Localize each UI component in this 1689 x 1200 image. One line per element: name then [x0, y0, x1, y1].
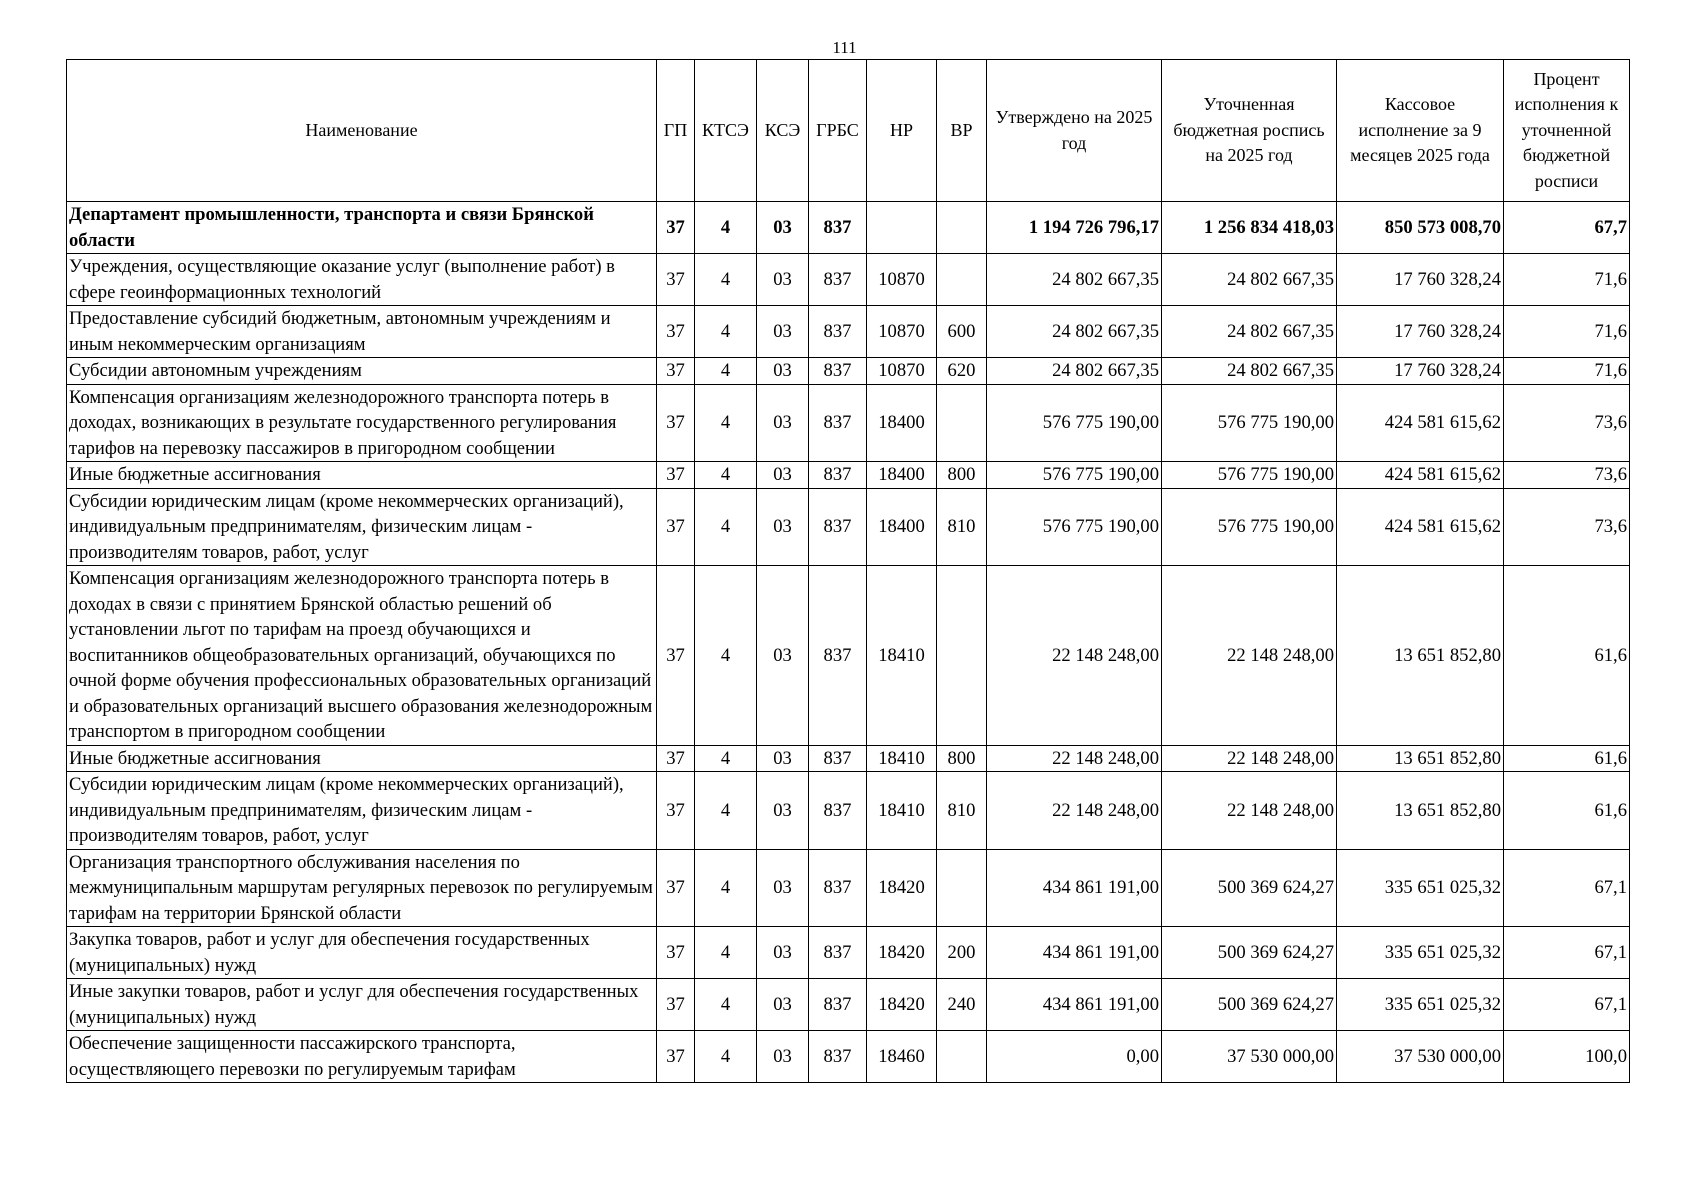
- column-header-approved: Утверждено на 2025 год: [987, 60, 1162, 202]
- cell-kse: 03: [757, 358, 809, 385]
- cell-approved: 24 802 667,35: [987, 358, 1162, 385]
- table-row: [67, 202, 1630, 254]
- cell-name: Компенсация организациям железнодорожного транспорта потерь в доходах, возникающих в результате государственного регулирования тарифов на перевозку пассажиров в пригородном сообщении: [67, 384, 657, 462]
- cell-ktse: 4: [695, 488, 757, 566]
- cell-name: Субсидии юридическим лицам (кроме некоммерческих организаций), индивидуальным предпринимателям, физическим лицам - производителям товаров, работ, услуг: [67, 772, 657, 850]
- cell-gp: 37: [657, 254, 695, 306]
- cell-executed: 850 573 008,70: [1337, 202, 1504, 254]
- cell-percent: 61,6: [1504, 745, 1630, 772]
- cell-kse: 03: [757, 772, 809, 850]
- cell-ktse: 4: [695, 358, 757, 385]
- table-row: [67, 979, 1630, 1031]
- cell-vr: 800: [937, 745, 987, 772]
- cell-ktse: 4: [695, 979, 757, 1031]
- column-header-nr: НР: [867, 60, 937, 202]
- cell-approved: 576 775 190,00: [987, 462, 1162, 489]
- cell-name: Закупка товаров, работ и услуг для обеспечения государственных (муниципальных) нужд: [67, 927, 657, 979]
- cell-kse: 03: [757, 384, 809, 462]
- cell-vr: 240: [937, 979, 987, 1031]
- table-row: [67, 849, 1630, 927]
- column-header-percent: Процент исполнения к уточненной бюджетной росписи: [1504, 60, 1630, 202]
- cell-approved: 434 861 191,00: [987, 927, 1162, 979]
- cell-approved: 434 861 191,00: [987, 849, 1162, 927]
- cell-grbs: 837: [809, 254, 867, 306]
- cell-approved: 0,00: [987, 1031, 1162, 1083]
- table-row: [67, 306, 1630, 358]
- cell-kse: 03: [757, 566, 809, 746]
- cell-percent: 67,1: [1504, 927, 1630, 979]
- cell-ktse: 4: [695, 384, 757, 462]
- cell-percent: 67,1: [1504, 979, 1630, 1031]
- column-header-kse: КСЭ: [757, 60, 809, 202]
- cell-percent: 73,6: [1504, 488, 1630, 566]
- cell-grbs: 837: [809, 566, 867, 746]
- cell-nr: [867, 202, 937, 254]
- cell-approved: 24 802 667,35: [987, 254, 1162, 306]
- cell-kse: 03: [757, 927, 809, 979]
- cell-kse: 03: [757, 1031, 809, 1083]
- column-header-gp: ГП: [657, 60, 695, 202]
- cell-gp: 37: [657, 384, 695, 462]
- cell-percent: 61,6: [1504, 772, 1630, 850]
- column-header-grbs: ГРБС: [809, 60, 867, 202]
- table-header-row: [67, 60, 1630, 202]
- cell-grbs: 837: [809, 488, 867, 566]
- table-row: [67, 384, 1630, 462]
- table-row: [67, 462, 1630, 489]
- cell-refined: 576 775 190,00: [1162, 384, 1337, 462]
- cell-nr: 18420: [867, 927, 937, 979]
- cell-name: Обеспечение защищенности пассажирского транспорта, осуществляющего перевозки по регулируемым тарифам: [67, 1031, 657, 1083]
- cell-nr: 18420: [867, 849, 937, 927]
- cell-grbs: 837: [809, 1031, 867, 1083]
- cell-name: Иные бюджетные ассигнования: [67, 745, 657, 772]
- table-row: [67, 358, 1630, 385]
- cell-refined: 576 775 190,00: [1162, 462, 1337, 489]
- cell-grbs: 837: [809, 462, 867, 489]
- cell-refined: 24 802 667,35: [1162, 306, 1337, 358]
- cell-vr: 620: [937, 358, 987, 385]
- cell-kse: 03: [757, 979, 809, 1031]
- cell-executed: 13 651 852,80: [1337, 745, 1504, 772]
- cell-nr: 18400: [867, 384, 937, 462]
- cell-executed: 424 581 615,62: [1337, 384, 1504, 462]
- cell-gp: 37: [657, 566, 695, 746]
- cell-nr: 10870: [867, 358, 937, 385]
- column-header-refined: Уточненная бюджетная роспись на 2025 год: [1162, 60, 1337, 202]
- table-body: [67, 202, 1630, 1083]
- cell-kse: 03: [757, 254, 809, 306]
- cell-grbs: 837: [809, 745, 867, 772]
- table-row: [67, 745, 1630, 772]
- cell-grbs: 837: [809, 202, 867, 254]
- cell-percent: 67,7: [1504, 202, 1630, 254]
- cell-percent: 71,6: [1504, 306, 1630, 358]
- cell-kse: 03: [757, 462, 809, 489]
- cell-nr: 10870: [867, 306, 937, 358]
- cell-ktse: 4: [695, 772, 757, 850]
- cell-nr: 18460: [867, 1031, 937, 1083]
- cell-ktse: 4: [695, 1031, 757, 1083]
- table-row: [67, 927, 1630, 979]
- cell-ktse: 4: [695, 306, 757, 358]
- cell-approved: 22 148 248,00: [987, 772, 1162, 850]
- cell-vr: [937, 1031, 987, 1083]
- cell-vr: 200: [937, 927, 987, 979]
- table-row: [67, 566, 1630, 746]
- column-header-ktse: КТСЭ: [695, 60, 757, 202]
- cell-approved: 576 775 190,00: [987, 488, 1162, 566]
- cell-grbs: 837: [809, 772, 867, 850]
- cell-vr: 600: [937, 306, 987, 358]
- cell-ktse: 4: [695, 254, 757, 306]
- cell-refined: 22 148 248,00: [1162, 566, 1337, 746]
- cell-gp: 37: [657, 462, 695, 489]
- cell-name: Иные бюджетные ассигнования: [67, 462, 657, 489]
- column-header-vr: ВР: [937, 60, 987, 202]
- cell-kse: 03: [757, 306, 809, 358]
- cell-kse: 03: [757, 745, 809, 772]
- cell-refined: 24 802 667,35: [1162, 254, 1337, 306]
- table-row: [67, 1031, 1630, 1083]
- cell-refined: 22 148 248,00: [1162, 745, 1337, 772]
- cell-kse: 03: [757, 202, 809, 254]
- cell-grbs: 837: [809, 849, 867, 927]
- cell-percent: 73,6: [1504, 384, 1630, 462]
- cell-executed: 17 760 328,24: [1337, 254, 1504, 306]
- cell-executed: 424 581 615,62: [1337, 462, 1504, 489]
- column-header-name: Наименование: [67, 60, 657, 202]
- cell-refined: 24 802 667,35: [1162, 358, 1337, 385]
- cell-vr: 800: [937, 462, 987, 489]
- cell-executed: 424 581 615,62: [1337, 488, 1504, 566]
- cell-nr: 18410: [867, 772, 937, 850]
- cell-approved: 24 802 667,35: [987, 306, 1162, 358]
- cell-ktse: 4: [695, 566, 757, 746]
- cell-grbs: 837: [809, 979, 867, 1031]
- cell-percent: 100,0: [1504, 1031, 1630, 1083]
- cell-vr: [937, 849, 987, 927]
- cell-approved: 434 861 191,00: [987, 979, 1162, 1031]
- cell-refined: 22 148 248,00: [1162, 772, 1337, 850]
- cell-percent: 71,6: [1504, 358, 1630, 385]
- cell-kse: 03: [757, 849, 809, 927]
- cell-executed: 335 651 025,32: [1337, 979, 1504, 1031]
- budget-table: [66, 59, 1630, 1083]
- cell-percent: 73,6: [1504, 462, 1630, 489]
- cell-ktse: 4: [695, 745, 757, 772]
- cell-gp: 37: [657, 1031, 695, 1083]
- cell-executed: 17 760 328,24: [1337, 358, 1504, 385]
- cell-nr: 18410: [867, 745, 937, 772]
- cell-approved: 22 148 248,00: [987, 566, 1162, 746]
- cell-percent: 67,1: [1504, 849, 1630, 927]
- cell-gp: 37: [657, 358, 695, 385]
- cell-refined: 500 369 624,27: [1162, 979, 1337, 1031]
- cell-gp: 37: [657, 745, 695, 772]
- cell-vr: [937, 254, 987, 306]
- cell-grbs: 837: [809, 306, 867, 358]
- table-row: [67, 254, 1630, 306]
- cell-grbs: 837: [809, 358, 867, 385]
- cell-name: Компенсация организациям железнодорожного транспорта потерь в доходах в связи с принятием Брянской областью решений об установлении льгот по тарифам на проезд обучающихся и воспитанников общеобразовательных организаций, обучающихся по очной форме обучения профессиональных образовательных организаций и образовательных организаций высшего образования железнодорожным транспортом в пригородном сообщении: [67, 566, 657, 746]
- cell-vr: [937, 202, 987, 254]
- cell-refined: 37 530 000,00: [1162, 1031, 1337, 1083]
- cell-executed: 13 651 852,80: [1337, 772, 1504, 850]
- cell-grbs: 837: [809, 384, 867, 462]
- table-row: [67, 772, 1630, 850]
- cell-percent: 71,6: [1504, 254, 1630, 306]
- cell-refined: 576 775 190,00: [1162, 488, 1337, 566]
- cell-approved: 576 775 190,00: [987, 384, 1162, 462]
- cell-nr: 18420: [867, 979, 937, 1031]
- cell-refined: 500 369 624,27: [1162, 849, 1337, 927]
- cell-name: Департамент промышленности, транспорта и связи Брянской области: [67, 202, 657, 254]
- cell-percent: 61,6: [1504, 566, 1630, 746]
- cell-executed: 335 651 025,32: [1337, 849, 1504, 927]
- cell-gp: 37: [657, 849, 695, 927]
- cell-ktse: 4: [695, 927, 757, 979]
- cell-approved: 1 194 726 796,17: [987, 202, 1162, 254]
- cell-gp: 37: [657, 488, 695, 566]
- cell-vr: 810: [937, 488, 987, 566]
- page-number: 111: [832, 38, 857, 57]
- cell-gp: 37: [657, 202, 695, 254]
- cell-ktse: 4: [695, 462, 757, 489]
- cell-executed: 13 651 852,80: [1337, 566, 1504, 746]
- cell-refined: 1 256 834 418,03: [1162, 202, 1337, 254]
- cell-nr: 10870: [867, 254, 937, 306]
- cell-name: Предоставление субсидий бюджетным, автономным учреждениям и иным некоммерческим организациям: [67, 306, 657, 358]
- cell-gp: 37: [657, 306, 695, 358]
- cell-gp: 37: [657, 772, 695, 850]
- cell-executed: 335 651 025,32: [1337, 927, 1504, 979]
- cell-name: Иные закупки товаров, работ и услуг для обеспечения государственных (муниципальных) нужд: [67, 979, 657, 1031]
- cell-ktse: 4: [695, 202, 757, 254]
- cell-gp: 37: [657, 927, 695, 979]
- cell-name: Организация транспортного обслуживания населения по межмуниципальным маршрутам регулярных перевозок по регулируемым тарифам на территории Брянской области: [67, 849, 657, 927]
- cell-executed: 37 530 000,00: [1337, 1031, 1504, 1083]
- cell-nr: 18410: [867, 566, 937, 746]
- cell-name: Субсидии автономным учреждениям: [67, 358, 657, 385]
- table-row: [67, 488, 1630, 566]
- cell-vr: [937, 384, 987, 462]
- cell-approved: 22 148 248,00: [987, 745, 1162, 772]
- cell-vr: [937, 566, 987, 746]
- cell-refined: 500 369 624,27: [1162, 927, 1337, 979]
- cell-name: Субсидии юридическим лицам (кроме некоммерческих организаций), индивидуальным предпринимателям, физическим лицам - производителям товаров, работ, услуг: [67, 488, 657, 566]
- cell-gp: 37: [657, 979, 695, 1031]
- cell-kse: 03: [757, 488, 809, 566]
- cell-ktse: 4: [695, 849, 757, 927]
- cell-grbs: 837: [809, 927, 867, 979]
- cell-vr: 810: [937, 772, 987, 850]
- cell-nr: 18400: [867, 488, 937, 566]
- cell-nr: 18400: [867, 462, 937, 489]
- cell-name: Учреждения, осуществляющие оказание услуг (выполнение работ) в сфере геоинформационных технологий: [67, 254, 657, 306]
- cell-executed: 17 760 328,24: [1337, 306, 1504, 358]
- column-header-executed: Кассовое исполнение за 9 месяцев 2025 года: [1337, 60, 1504, 202]
